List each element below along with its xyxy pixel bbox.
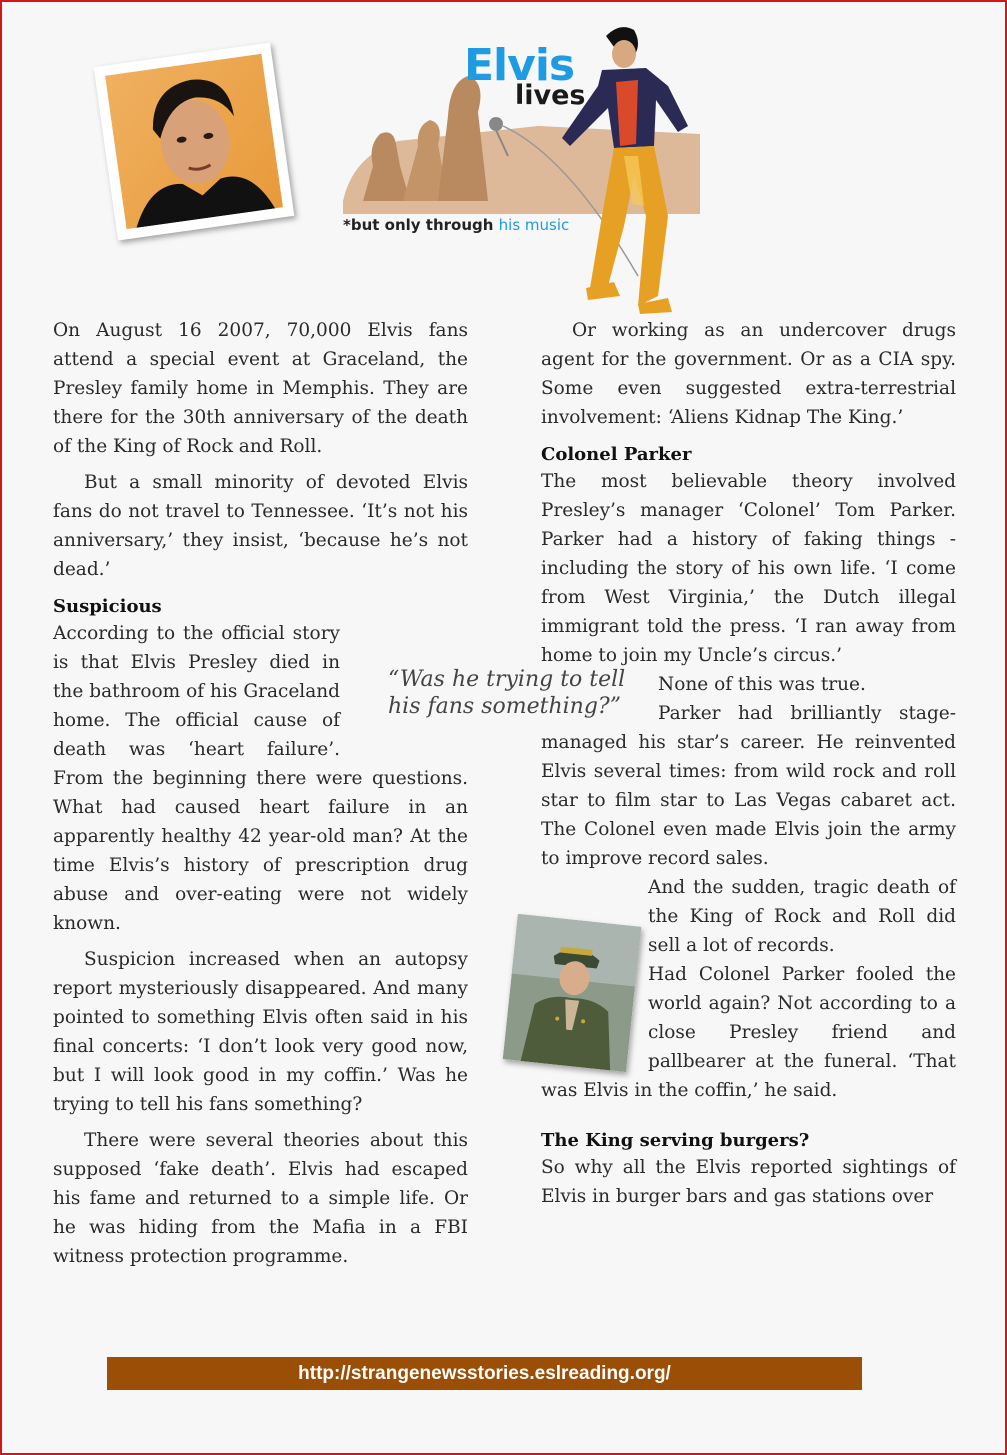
- paragraph: Parker had brilliantly stage-managed his star’s career. He reinvented Elvis several times: from wild rock and roll star to film star to Las Vegas cabaret act. The Colonel even made Elvis join the army to improve record sales.: [541, 703, 956, 869]
- paragraph: Or working as an undercover drugs agent for the government. Or as a CIA spy. Some even suggested extra-terrestrial involvement: ‘Aliens Kidnap The King.’: [541, 320, 956, 428]
- elvis-portrait-photo: [94, 42, 295, 240]
- paragraph: And the sudden, tragic death of the King of Rock and Roll did sell a lot of records.: [648, 877, 956, 956]
- pull-quote: “Was he trying to tell his fans something?”: [388, 667, 626, 719]
- paragraph: None of this was true.: [658, 674, 866, 695]
- elvis-army-image: [503, 914, 642, 1072]
- tagline-highlight: his music: [498, 216, 570, 234]
- paragraph: On August 16 2007, 70,000 Elvis fans attend a special event at Graceland, the Presley family home in Memphis. They are there for the 30th anniversary of the death of the King of Rock and Roll.: [53, 320, 468, 457]
- heading-colonel-parker: Colonel Parker: [541, 444, 692, 465]
- paragraph: According to the official story is that Elvis Presley died in the bathroom of his Graceland home. The official cause of death was ‘heart failure’. From the beginning there were questions. What had caused heart failure in an apparently healthy 42 year-old man? At the time Elvis’s history of prescription drug abuse and over-eating were not widely known.: [53, 623, 468, 934]
- paragraph: Suspicion increased when an autopsy report mysteriously disappeared. And many pointed to something Elvis often said in his final concerts: ‘I don’t look very good now, but I will look good in my coffin.’ Was he trying to tell his fans something?: [53, 949, 468, 1115]
- logo-title: Elvis: [464, 40, 575, 91]
- elvis-lives-logo: [338, 16, 708, 321]
- heading-suspicious: Suspicious: [53, 596, 162, 617]
- heading-king-burgers: The King serving burgers?: [541, 1130, 810, 1151]
- footer-url[interactable]: http://strangenewsstories.eslreading.org/: [298, 1362, 671, 1384]
- tagline-text: *but only through: [343, 216, 494, 234]
- paragraph: The most believable theory involved Presley’s manager ‘Colonel’ Tom Parker. Parker had a history of faking things - including the story of his own life. ‘I come from West Virginia,’ the Dutch illegal immigrant told the press. ‘I ran away from home to join my Uncle’s circus.’: [541, 471, 956, 666]
- paragraph: There were several theories about this supposed ‘fake death’. Elvis had escaped his fame and returned to a simple life. Or he was hiding from the Mafia in a FBI witness protection programme.: [53, 1130, 468, 1267]
- elvis-army-photo: [503, 914, 642, 1072]
- tagline: [343, 216, 569, 234]
- paragraph: But a small minority of devoted Elvis fans do not travel to Tennessee. ‘It’s not his anniversary,’ they insist, ‘because he’s not dead.’: [53, 472, 468, 580]
- paragraph: So why all the Elvis reported sightings of Elvis in burger bars and gas stations over: [541, 1157, 956, 1207]
- elvis-portrait-image: [105, 54, 283, 229]
- article-left-column: [53, 316, 468, 1271]
- footer-url-bar: [107, 1357, 862, 1390]
- article-right-column: [541, 316, 956, 1211]
- paragraph: Had Colonel Parker fooled the world again? Not according to a close Presley friend and pallbearer at the funeral. ‘That was Elvis in the coffin,’ he said.: [541, 964, 956, 1101]
- logo-subtitle: lives: [515, 80, 586, 111]
